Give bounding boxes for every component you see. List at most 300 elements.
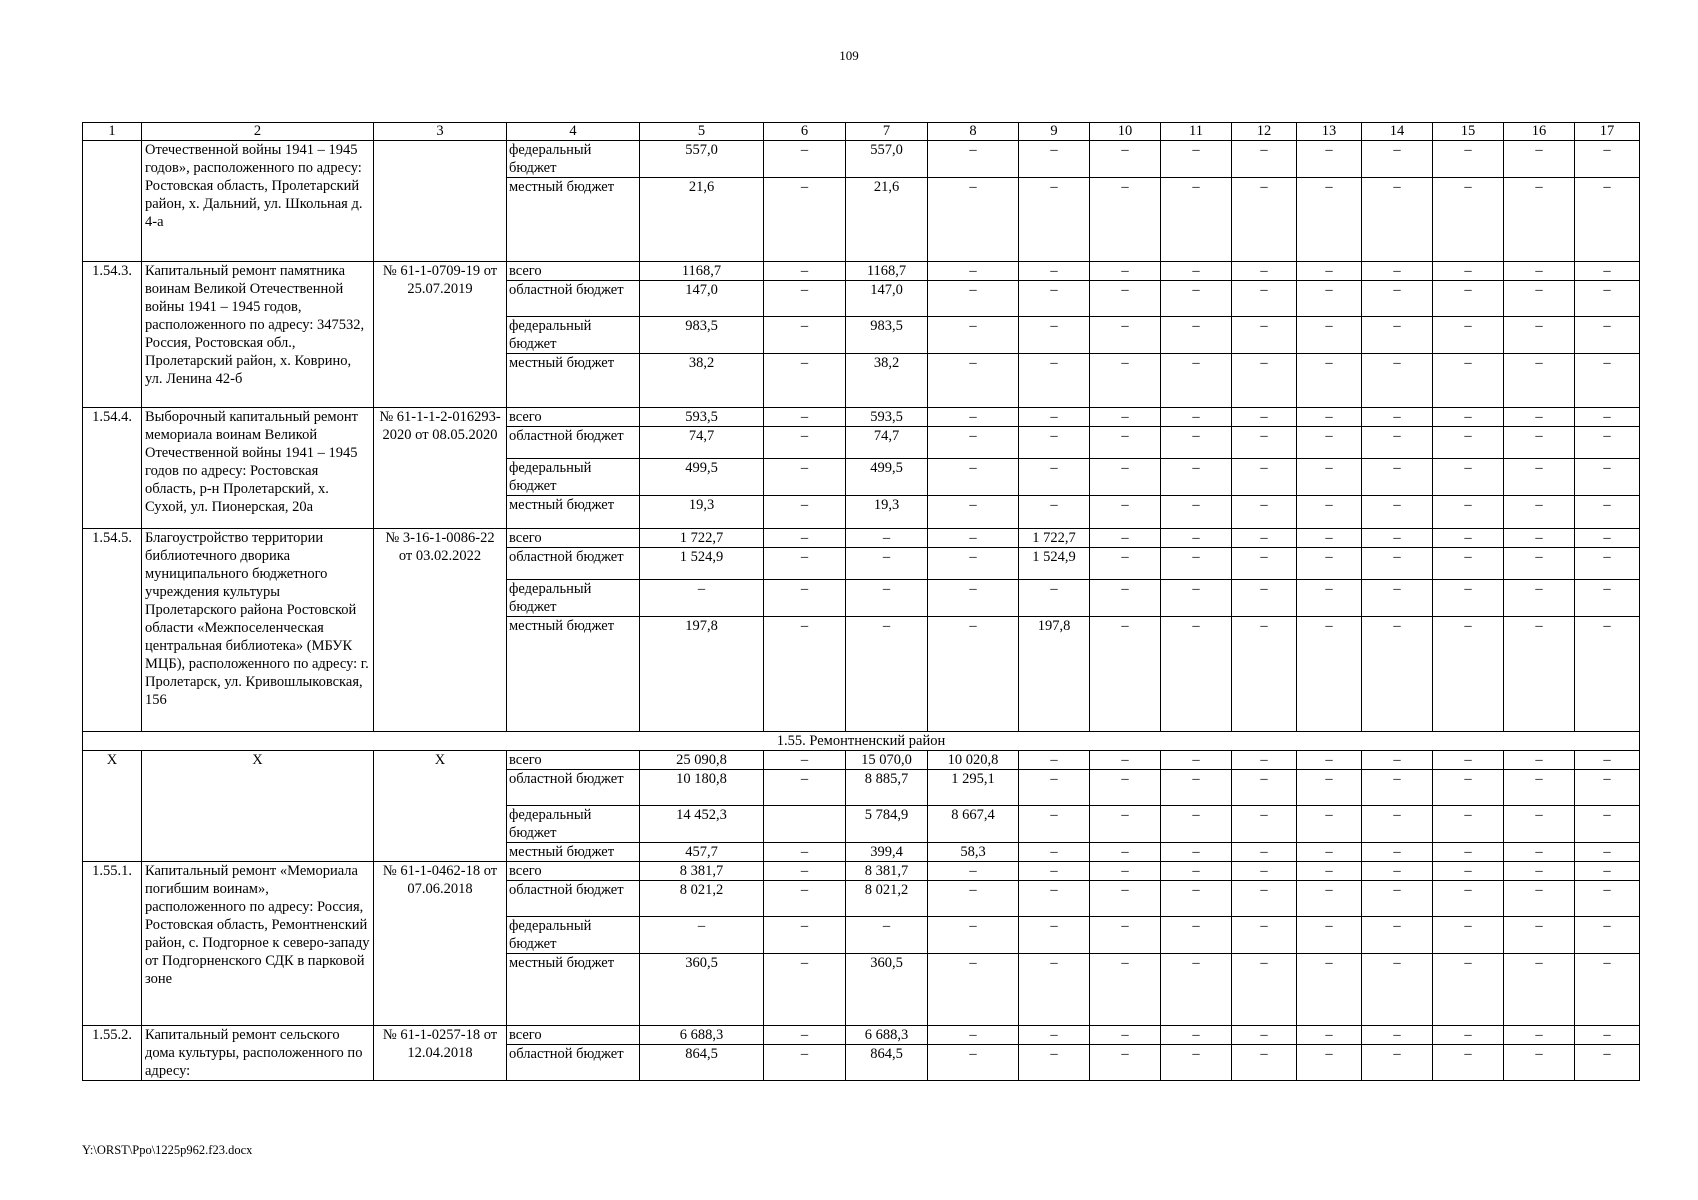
amount-cell: 14 452,3: [640, 806, 764, 843]
amount-cell: –: [1504, 281, 1575, 317]
budget-table-container: [82, 122, 1630, 1081]
amount-cell: –: [1090, 529, 1161, 548]
amount-cell: –: [1232, 408, 1297, 427]
amount-cell: –: [1297, 262, 1362, 281]
amount-cell: –: [640, 580, 764, 617]
funding-source: всего: [507, 408, 640, 427]
amount-cell: –: [1433, 580, 1504, 617]
amount-cell: 457,7: [640, 843, 764, 862]
amount-cell: –: [1161, 881, 1232, 917]
amount-cell: –: [928, 281, 1019, 317]
funding-source: федеральный бюджет: [507, 141, 640, 178]
amount-cell: –: [1297, 806, 1362, 843]
amount-cell: –: [1504, 843, 1575, 862]
amount-cell: –: [1019, 262, 1090, 281]
amount-cell: –: [928, 1045, 1019, 1081]
amount-cell: –: [1362, 862, 1433, 881]
amount-cell: –: [1090, 1026, 1161, 1045]
amount-cell: –: [1433, 408, 1504, 427]
amount-cell: –: [1090, 881, 1161, 917]
column-number-row: [83, 123, 1640, 141]
amount-cell: –: [1090, 262, 1161, 281]
amount-cell: –: [1019, 751, 1090, 770]
amount-cell: 8 381,7: [846, 862, 928, 881]
amount-cell: –: [846, 917, 928, 954]
amount-cell: –: [1161, 1045, 1232, 1081]
amount-cell: –: [1161, 548, 1232, 580]
amount-cell: –: [1575, 262, 1640, 281]
amount-cell: –: [1297, 617, 1362, 732]
amount-cell: –: [1161, 617, 1232, 732]
amount-cell: 197,8: [640, 617, 764, 732]
amount-cell: –: [1019, 862, 1090, 881]
amount-cell: –: [1019, 806, 1090, 843]
amount-cell: –: [928, 617, 1019, 732]
section-row: [83, 732, 1640, 751]
amount-cell: –: [1504, 1045, 1575, 1081]
funding-source: всего: [507, 529, 640, 548]
column-number: 5: [640, 123, 764, 141]
amount-cell: –: [1575, 408, 1640, 427]
amount-cell: –: [1297, 529, 1362, 548]
amount-cell: –: [1504, 459, 1575, 496]
funding-source: местный бюджет: [507, 843, 640, 862]
amount-cell: –: [1504, 751, 1575, 770]
amount-cell: –: [1297, 317, 1362, 354]
amount-cell: –: [1161, 354, 1232, 408]
amount-cell: –: [1090, 770, 1161, 806]
amount-cell: –: [1161, 141, 1232, 178]
amount-cell: –: [1433, 317, 1504, 354]
amount-cell: –: [1433, 954, 1504, 1026]
amount-cell: 25 090,8: [640, 751, 764, 770]
amount-cell: –: [1019, 354, 1090, 408]
amount-cell: –: [1575, 141, 1640, 178]
amount-cell: –: [846, 548, 928, 580]
column-number: 7: [846, 123, 928, 141]
amount-cell: –: [1090, 954, 1161, 1026]
amount-cell: –: [1019, 843, 1090, 862]
amount-cell: –: [1362, 1026, 1433, 1045]
amount-cell: –: [1575, 917, 1640, 954]
amount-cell: –: [1362, 917, 1433, 954]
amount-cell: –: [1433, 881, 1504, 917]
funding-source: областной бюджет: [507, 770, 640, 806]
amount-cell: 983,5: [640, 317, 764, 354]
amount-cell: 147,0: [846, 281, 928, 317]
amount-cell: –: [1232, 580, 1297, 617]
column-number: 3: [374, 123, 507, 141]
amount-cell: –: [1433, 843, 1504, 862]
amount-cell: –: [1433, 770, 1504, 806]
column-number: 6: [764, 123, 846, 141]
amount-cell: 6 688,3: [640, 1026, 764, 1045]
funding-source: всего: [507, 751, 640, 770]
amount-cell: 147,0: [640, 281, 764, 317]
object-name: Благоустройство территории библиотечного дворика муниципального бюджетного учреждения культуры Пролетарского района Ростовской области «Межпоселенческая центральная библиотека» (МБУК МЦБ), расположенного по адресу: г. Пролетарск, ул. Кривошлыковская, 156: [142, 529, 374, 732]
amount-cell: [764, 806, 846, 843]
amount-cell: –: [1161, 178, 1232, 262]
amount-cell: –: [764, 317, 846, 354]
amount-cell: –: [764, 862, 846, 881]
table-row: [83, 862, 1640, 881]
amount-cell: –: [1362, 954, 1433, 1026]
amount-cell: –: [1232, 354, 1297, 408]
amount-cell: –: [1433, 751, 1504, 770]
column-number: 11: [1161, 123, 1232, 141]
amount-cell: –: [846, 529, 928, 548]
amount-cell: –: [928, 178, 1019, 262]
amount-cell: –: [1019, 141, 1090, 178]
amount-cell: 8 021,2: [640, 881, 764, 917]
table-row: [83, 408, 1640, 427]
amount-cell: –: [764, 843, 846, 862]
funding-source: федеральный бюджет: [507, 917, 640, 954]
amount-cell: –: [1362, 427, 1433, 459]
amount-cell: –: [1504, 770, 1575, 806]
amount-cell: –: [764, 281, 846, 317]
amount-cell: 864,5: [846, 1045, 928, 1081]
amount-cell: –: [1362, 806, 1433, 843]
amount-cell: –: [1019, 954, 1090, 1026]
amount-cell: –: [1433, 281, 1504, 317]
amount-cell: –: [1362, 881, 1433, 917]
amount-cell: –: [928, 529, 1019, 548]
amount-cell: –: [1232, 1045, 1297, 1081]
amount-cell: –: [1362, 770, 1433, 806]
amount-cell: –: [1433, 178, 1504, 262]
amount-cell: –: [1090, 281, 1161, 317]
amount-cell: –: [1575, 843, 1640, 862]
amount-cell: –: [1019, 408, 1090, 427]
amount-cell: –: [1433, 141, 1504, 178]
column-number: 17: [1575, 123, 1640, 141]
amount-cell: –: [1161, 843, 1232, 862]
object-name: X: [142, 751, 374, 862]
amount-cell: –: [1504, 580, 1575, 617]
object-name: Капитальный ремонт «Мемориала погибшим воинам», расположенного по адресу: Россия, Ростовская область, Ремонтненский район, с. Подгорное к северо-западу от Подгорненского СДК в парковой зоне: [142, 862, 374, 1026]
amount-cell: –: [764, 548, 846, 580]
amount-cell: –: [1297, 862, 1362, 881]
column-number: 4: [507, 123, 640, 141]
amount-cell: –: [1019, 917, 1090, 954]
amount-cell: –: [1161, 770, 1232, 806]
amount-cell: –: [1161, 580, 1232, 617]
amount-cell: –: [1504, 141, 1575, 178]
expertise-document: X: [374, 751, 507, 862]
amount-cell: –: [1362, 580, 1433, 617]
amount-cell: –: [928, 354, 1019, 408]
amount-cell: –: [1161, 262, 1232, 281]
funding-source: областной бюджет: [507, 281, 640, 317]
amount-cell: –: [1504, 427, 1575, 459]
amount-cell: –: [1232, 954, 1297, 1026]
amount-cell: –: [764, 881, 846, 917]
amount-cell: –: [1232, 917, 1297, 954]
amount-cell: –: [928, 862, 1019, 881]
amount-cell: –: [764, 1026, 846, 1045]
amount-cell: –: [1297, 1026, 1362, 1045]
amount-cell: –: [1504, 1026, 1575, 1045]
amount-cell: –: [928, 408, 1019, 427]
amount-cell: –: [1504, 496, 1575, 529]
amount-cell: –: [1090, 178, 1161, 262]
amount-cell: 399,4: [846, 843, 928, 862]
amount-cell: –: [1362, 843, 1433, 862]
amount-cell: –: [1232, 548, 1297, 580]
funding-source: федеральный бюджет: [507, 317, 640, 354]
amount-cell: 1168,7: [640, 262, 764, 281]
amount-cell: –: [1161, 427, 1232, 459]
amount-cell: –: [764, 770, 846, 806]
amount-cell: 21,6: [846, 178, 928, 262]
amount-cell: –: [1362, 317, 1433, 354]
amount-cell: 8 885,7: [846, 770, 928, 806]
amount-cell: –: [1297, 496, 1362, 529]
amount-cell: –: [1297, 141, 1362, 178]
funding-source: местный бюджет: [507, 178, 640, 262]
amount-cell: –: [1019, 770, 1090, 806]
amount-cell: –: [846, 617, 928, 732]
amount-cell: –: [928, 262, 1019, 281]
funding-source: местный бюджет: [507, 617, 640, 732]
amount-cell: –: [928, 317, 1019, 354]
amount-cell: –: [764, 496, 846, 529]
amount-cell: –: [1161, 917, 1232, 954]
amount-cell: –: [1433, 917, 1504, 954]
amount-cell: –: [1433, 496, 1504, 529]
funding-source: местный бюджет: [507, 954, 640, 1026]
amount-cell: 21,6: [640, 178, 764, 262]
amount-cell: –: [1575, 427, 1640, 459]
amount-cell: –: [1090, 427, 1161, 459]
amount-cell: –: [1433, 529, 1504, 548]
amount-cell: –: [1362, 354, 1433, 408]
funding-source: областной бюджет: [507, 548, 640, 580]
amount-cell: –: [1575, 1045, 1640, 1081]
amount-cell: –: [928, 917, 1019, 954]
amount-cell: –: [1297, 580, 1362, 617]
amount-cell: –: [1161, 751, 1232, 770]
amount-cell: 38,2: [640, 354, 764, 408]
funding-source: областной бюджет: [507, 427, 640, 459]
column-number: 10: [1090, 123, 1161, 141]
amount-cell: –: [928, 881, 1019, 917]
amount-cell: –: [1575, 496, 1640, 529]
amount-cell: –: [1161, 529, 1232, 548]
column-number: 16: [1504, 123, 1575, 141]
amount-cell: –: [1090, 408, 1161, 427]
amount-cell: –: [1504, 408, 1575, 427]
amount-cell: –: [928, 141, 1019, 178]
amount-cell: –: [1575, 862, 1640, 881]
funding-source: всего: [507, 862, 640, 881]
amount-cell: –: [1362, 529, 1433, 548]
amount-cell: –: [1232, 806, 1297, 843]
amount-cell: –: [1297, 178, 1362, 262]
amount-cell: 1168,7: [846, 262, 928, 281]
amount-cell: –: [1575, 580, 1640, 617]
amount-cell: –: [1232, 751, 1297, 770]
amount-cell: –: [1504, 862, 1575, 881]
amount-cell: –: [1090, 843, 1161, 862]
object-name: Выборочный капитальный ремонт мемориала воинам Великой Отечественной войны 1941 – 1945 годов по адресу: Ростовская область, р-н Пролетарский, х. Сухой, ул. Пионерская, 20а: [142, 408, 374, 529]
amount-cell: –: [1019, 317, 1090, 354]
amount-cell: 10 020,8: [928, 751, 1019, 770]
expertise-document: № 3-16-1-0086-22 от 03.02.2022: [374, 529, 507, 732]
funding-source: всего: [507, 262, 640, 281]
amount-cell: –: [1090, 617, 1161, 732]
amount-cell: –: [928, 496, 1019, 529]
amount-cell: –: [1232, 862, 1297, 881]
funding-source: местный бюджет: [507, 354, 640, 408]
expertise-document: № 61-1-0462-18 от 07.06.2018: [374, 862, 507, 1026]
amount-cell: –: [1232, 317, 1297, 354]
amount-cell: –: [1019, 459, 1090, 496]
amount-cell: –: [1232, 770, 1297, 806]
amount-cell: –: [1232, 1026, 1297, 1045]
amount-cell: –: [1019, 881, 1090, 917]
amount-cell: 1 524,9: [640, 548, 764, 580]
amount-cell: –: [1362, 459, 1433, 496]
amount-cell: –: [1090, 1045, 1161, 1081]
amount-cell: –: [764, 529, 846, 548]
amount-cell: 19,3: [640, 496, 764, 529]
amount-cell: –: [1297, 843, 1362, 862]
object-name: Капитальный ремонт сельского дома культуры, расположенного по адресу:: [142, 1026, 374, 1081]
amount-cell: –: [1090, 354, 1161, 408]
amount-cell: –: [1232, 262, 1297, 281]
column-number: 1: [83, 123, 142, 141]
section-title: 1.55. Ремонтненский район: [83, 732, 1640, 751]
amount-cell: –: [1575, 881, 1640, 917]
amount-cell: –: [1161, 1026, 1232, 1045]
amount-cell: –: [1575, 317, 1640, 354]
column-number: 15: [1433, 123, 1504, 141]
amount-cell: –: [928, 954, 1019, 1026]
amount-cell: –: [1297, 281, 1362, 317]
amount-cell: –: [1161, 862, 1232, 881]
amount-cell: –: [846, 580, 928, 617]
column-number: 9: [1019, 123, 1090, 141]
amount-cell: –: [1362, 751, 1433, 770]
funding-source: федеральный бюджет: [507, 806, 640, 843]
amount-cell: –: [1433, 1026, 1504, 1045]
amount-cell: 360,5: [846, 954, 928, 1026]
amount-cell: –: [1504, 262, 1575, 281]
amount-cell: –: [1362, 408, 1433, 427]
amount-cell: –: [1232, 617, 1297, 732]
amount-cell: –: [764, 141, 846, 178]
expertise-document: № 61-1-0709-19 от 25.07.2019: [374, 262, 507, 408]
amount-cell: –: [1090, 917, 1161, 954]
amount-cell: –: [1433, 262, 1504, 281]
amount-cell: –: [1232, 427, 1297, 459]
amount-cell: –: [1575, 548, 1640, 580]
object-name: Отечественной войны 1941 – 1945 годов», расположенного по адресу: Ростовская область, Пролетарский район, х. Дальний, ул. Школьная д. 4-а: [142, 141, 374, 262]
amount-cell: –: [1297, 1045, 1362, 1081]
table-row: [83, 1026, 1640, 1045]
amount-cell: –: [1161, 459, 1232, 496]
amount-cell: –: [1575, 178, 1640, 262]
amount-cell: –: [1019, 178, 1090, 262]
amount-cell: 74,7: [846, 427, 928, 459]
amount-cell: –: [928, 459, 1019, 496]
amount-cell: –: [1504, 354, 1575, 408]
amount-cell: –: [764, 262, 846, 281]
column-number: 12: [1232, 123, 1297, 141]
column-number: 13: [1297, 123, 1362, 141]
amount-cell: –: [1090, 317, 1161, 354]
amount-cell: –: [1232, 529, 1297, 548]
amount-cell: 557,0: [640, 141, 764, 178]
amount-cell: –: [1504, 917, 1575, 954]
amount-cell: –: [1504, 548, 1575, 580]
amount-cell: –: [1090, 862, 1161, 881]
funding-source: областной бюджет: [507, 1045, 640, 1081]
file-path-footer: Y:\ORST\Ppo\1225p962.f23.docx: [82, 1143, 253, 1157]
amount-cell: –: [1575, 954, 1640, 1026]
column-number: 2: [142, 123, 374, 141]
amount-cell: –: [1161, 408, 1232, 427]
funding-source: федеральный бюджет: [507, 459, 640, 496]
item-number: 1.55.2.: [83, 1026, 142, 1081]
amount-cell: –: [1433, 548, 1504, 580]
amount-cell: 593,5: [640, 408, 764, 427]
amount-cell: –: [1297, 881, 1362, 917]
amount-cell: –: [1297, 751, 1362, 770]
amount-cell: –: [1362, 262, 1433, 281]
amount-cell: –: [1297, 408, 1362, 427]
amount-cell: 8 381,7: [640, 862, 764, 881]
amount-cell: –: [1232, 178, 1297, 262]
column-number: 8: [928, 123, 1019, 141]
amount-cell: –: [1232, 141, 1297, 178]
amount-cell: –: [1575, 459, 1640, 496]
expertise-document: [374, 141, 507, 262]
table-row: [83, 141, 1640, 178]
amount-cell: –: [1433, 617, 1504, 732]
amount-cell: –: [1433, 1045, 1504, 1081]
amount-cell: 1 722,7: [640, 529, 764, 548]
amount-cell: –: [764, 427, 846, 459]
amount-cell: 499,5: [846, 459, 928, 496]
amount-cell: –: [764, 954, 846, 1026]
amount-cell: –: [1575, 354, 1640, 408]
amount-cell: 5 784,9: [846, 806, 928, 843]
amount-cell: –: [1297, 917, 1362, 954]
funding-source: областной бюджет: [507, 881, 640, 917]
amount-cell: –: [1575, 751, 1640, 770]
amount-cell: 10 180,8: [640, 770, 764, 806]
funding-source: всего: [507, 1026, 640, 1045]
amount-cell: –: [1575, 281, 1640, 317]
amount-cell: –: [1232, 459, 1297, 496]
amount-cell: 6 688,3: [846, 1026, 928, 1045]
amount-cell: –: [1433, 806, 1504, 843]
amount-cell: –: [1232, 843, 1297, 862]
amount-cell: –: [1575, 806, 1640, 843]
amount-cell: –: [1161, 806, 1232, 843]
amount-cell: –: [1019, 281, 1090, 317]
amount-cell: 8 667,4: [928, 806, 1019, 843]
amount-cell: –: [1433, 427, 1504, 459]
amount-cell: –: [1232, 281, 1297, 317]
amount-cell: –: [1297, 459, 1362, 496]
amount-cell: 74,7: [640, 427, 764, 459]
amount-cell: –: [1019, 580, 1090, 617]
funding-source: местный бюджет: [507, 496, 640, 529]
